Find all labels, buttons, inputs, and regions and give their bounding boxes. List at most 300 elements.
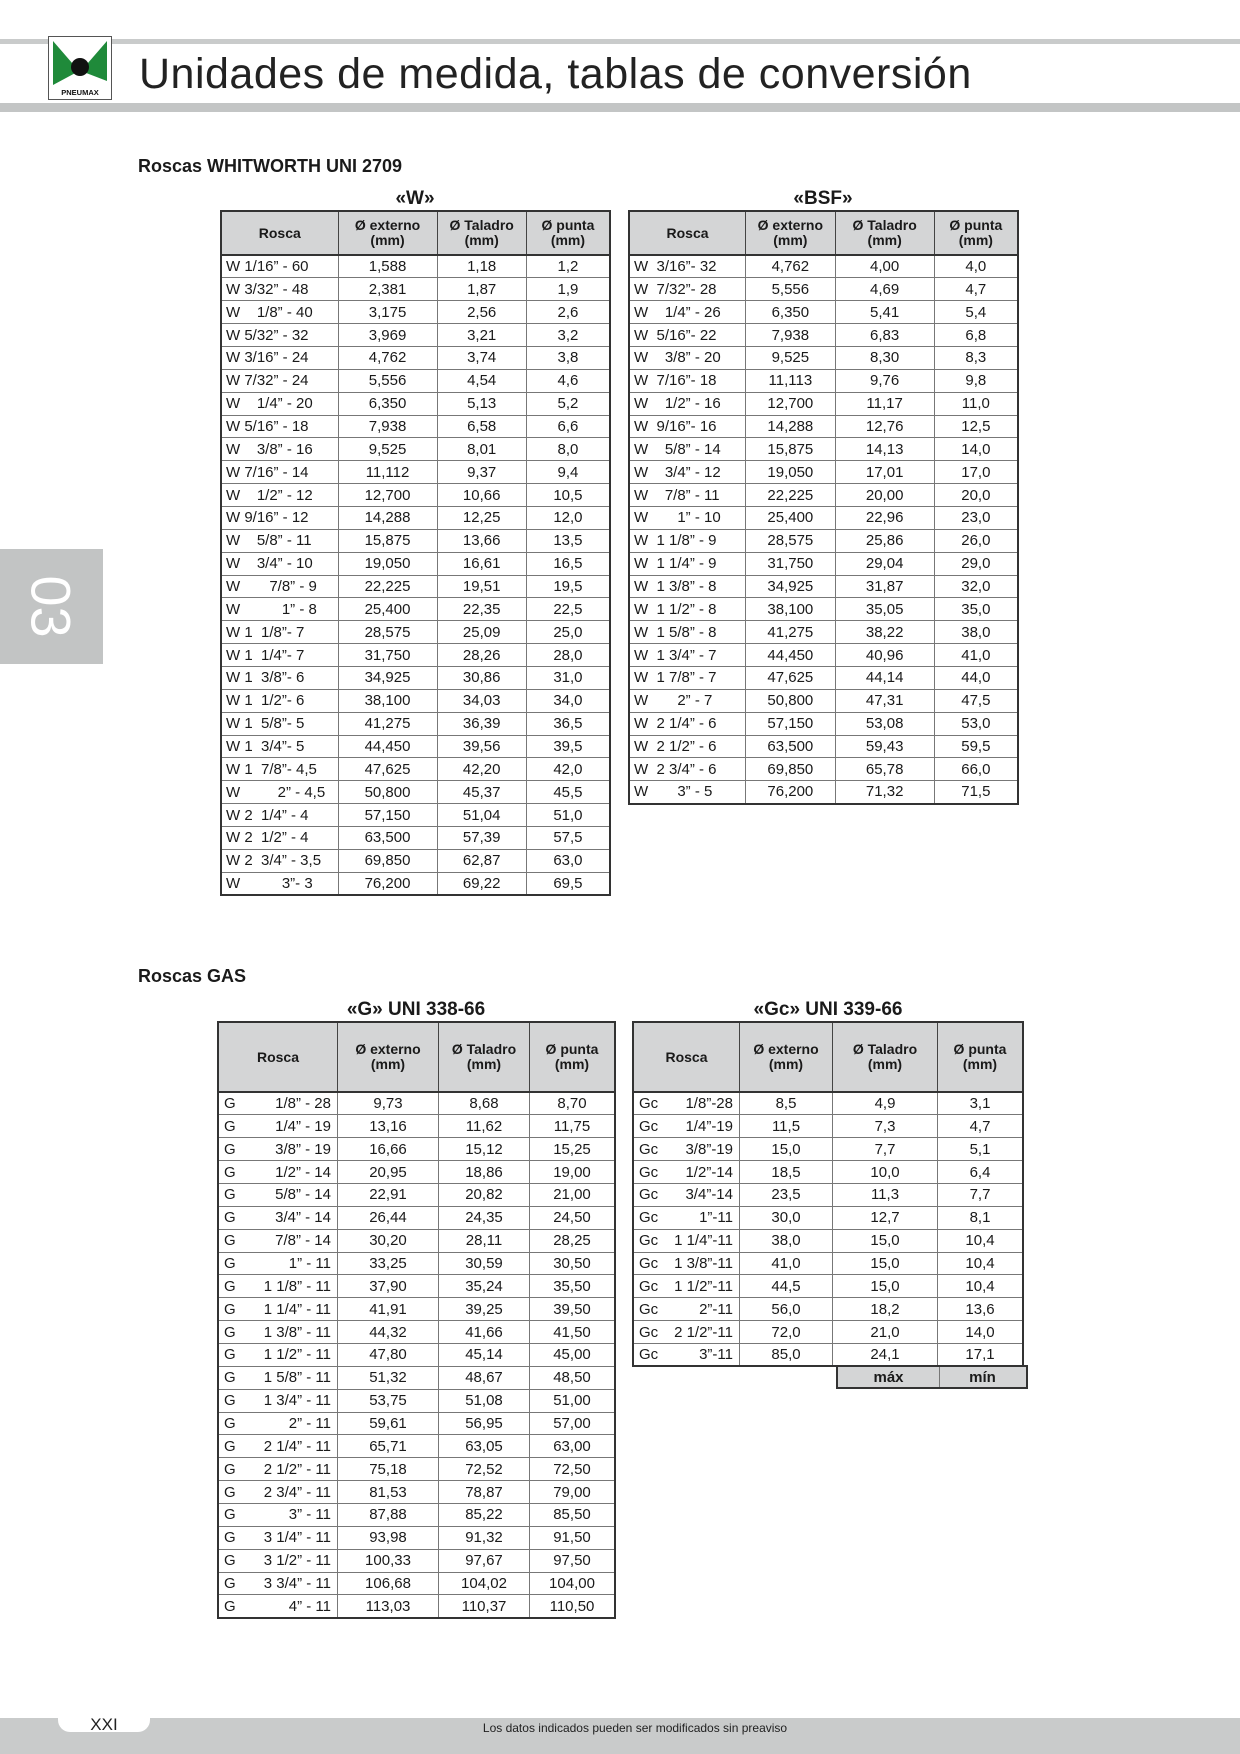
value-cell: 5,2 bbox=[526, 392, 610, 415]
rosca-size-cell: 1/2”-14 bbox=[670, 1161, 740, 1184]
table-row bbox=[633, 1229, 1023, 1252]
value-cell: 35,24 bbox=[439, 1275, 530, 1298]
value-cell: 3,21 bbox=[437, 324, 526, 347]
col-header: Rosca bbox=[218, 1022, 338, 1092]
value-cell: 19,51 bbox=[437, 575, 526, 598]
rosca-cell: W 3” - 5 bbox=[629, 781, 746, 804]
rosca-prefix-cell: Gc bbox=[633, 1252, 670, 1275]
rosca-cell: W 1 3/8”- 6 bbox=[221, 666, 338, 689]
value-cell: 3,2 bbox=[526, 324, 610, 347]
table-row bbox=[629, 324, 1018, 347]
rosca-size-cell: 3/8” - 19 bbox=[251, 1138, 338, 1161]
rosca-prefix-cell: G bbox=[218, 1252, 251, 1275]
col-header: Ø Taladro (mm) bbox=[833, 1022, 938, 1092]
table-row bbox=[218, 1252, 615, 1275]
value-cell: 26,0 bbox=[934, 529, 1018, 552]
rosca-prefix-cell: G bbox=[218, 1092, 251, 1115]
rosca-prefix-cell: G bbox=[218, 1321, 251, 1344]
footer-note: Los datos indicados pueden ser modificados sin preaviso bbox=[482, 1721, 788, 1735]
table-row bbox=[633, 1298, 1023, 1321]
value-cell: 41,66 bbox=[439, 1321, 530, 1344]
value-cell: 56,95 bbox=[439, 1412, 530, 1435]
value-cell: 34,925 bbox=[338, 666, 437, 689]
table-row bbox=[218, 1161, 615, 1184]
rosca-size-cell: 1/2” - 14 bbox=[251, 1161, 338, 1184]
col-header: Ø punta (mm) bbox=[530, 1022, 616, 1092]
value-cell: 71,5 bbox=[934, 781, 1018, 804]
value-cell: 22,225 bbox=[746, 484, 836, 507]
value-cell: 10,66 bbox=[437, 484, 526, 507]
value-cell: 1,18 bbox=[437, 255, 526, 278]
table-header-row bbox=[629, 211, 1018, 255]
rosca-cell: W 3/8” - 20 bbox=[629, 346, 746, 369]
value-cell: 44,32 bbox=[338, 1321, 439, 1344]
value-cell: 45,14 bbox=[439, 1343, 530, 1366]
rosca-size-cell: 2 3/4” - 11 bbox=[251, 1481, 338, 1504]
rosca-cell: W 1” - 8 bbox=[221, 598, 338, 621]
value-cell: 110,50 bbox=[530, 1595, 616, 1618]
table-row bbox=[629, 506, 1018, 529]
chapter-tab bbox=[0, 549, 103, 664]
rosca-size-cell: 2 1/2” - 11 bbox=[251, 1458, 338, 1481]
value-cell: 51,08 bbox=[439, 1389, 530, 1412]
table-gc-body bbox=[633, 1092, 1023, 1366]
rosca-size-cell: 2”-11 bbox=[670, 1298, 740, 1321]
table-row bbox=[218, 1206, 615, 1229]
value-cell: 10,0 bbox=[833, 1161, 938, 1184]
value-cell: 9,37 bbox=[437, 461, 526, 484]
value-cell: 18,86 bbox=[439, 1161, 530, 1184]
value-cell: 22,225 bbox=[338, 575, 437, 598]
rosca-cell: W 5/32” - 32 bbox=[221, 324, 338, 347]
table-row bbox=[221, 735, 610, 758]
value-cell: 30,20 bbox=[338, 1229, 439, 1252]
value-cell: 66,0 bbox=[934, 758, 1018, 781]
rosca-cell: W 1 1/8”- 7 bbox=[221, 621, 338, 644]
table-row bbox=[629, 255, 1018, 278]
rosca-cell: W 1” - 10 bbox=[629, 506, 746, 529]
rosca-size-cell: 3”-11 bbox=[670, 1343, 740, 1366]
value-cell: 8,68 bbox=[439, 1092, 530, 1115]
table-g-body bbox=[218, 1092, 615, 1618]
value-cell: 5,1 bbox=[938, 1138, 1024, 1161]
rosca-cell: W 1 5/8” - 8 bbox=[629, 621, 746, 644]
rosca-cell: W 5/16”- 22 bbox=[629, 324, 746, 347]
value-cell: 17,1 bbox=[938, 1343, 1024, 1366]
value-cell: 12,0 bbox=[526, 506, 610, 529]
rosca-cell: W 3”- 3 bbox=[221, 872, 338, 895]
rosca-prefix-cell: G bbox=[218, 1526, 251, 1549]
value-cell: 24,35 bbox=[439, 1206, 530, 1229]
table-row bbox=[221, 598, 610, 621]
value-cell: 9,73 bbox=[338, 1092, 439, 1115]
rosca-prefix-cell: Gc bbox=[633, 1298, 670, 1321]
rosca-prefix-cell: G bbox=[218, 1572, 251, 1595]
table-row bbox=[221, 621, 610, 644]
rosca-cell: W 1/4” - 26 bbox=[629, 301, 746, 324]
value-cell: 8,01 bbox=[437, 438, 526, 461]
value-cell: 41,275 bbox=[338, 712, 437, 735]
value-cell: 22,5 bbox=[526, 598, 610, 621]
rosca-cell: W 2 3/4” - 6 bbox=[629, 758, 746, 781]
col-header: Rosca bbox=[221, 211, 338, 255]
value-cell: 31,87 bbox=[835, 575, 934, 598]
value-cell: 63,0 bbox=[526, 849, 610, 872]
value-cell: 12,76 bbox=[835, 415, 934, 438]
table-row bbox=[221, 301, 610, 324]
rosca-prefix-cell: G bbox=[218, 1481, 251, 1504]
value-cell: 4,0 bbox=[934, 255, 1018, 278]
value-cell: 51,32 bbox=[338, 1366, 439, 1389]
table-gc-footer bbox=[836, 1365, 1028, 1389]
value-cell: 7,3 bbox=[833, 1115, 938, 1138]
value-cell: 34,03 bbox=[437, 689, 526, 712]
rosca-prefix-cell: G bbox=[218, 1595, 251, 1618]
table-row bbox=[218, 1298, 615, 1321]
value-cell: 69,5 bbox=[526, 872, 610, 895]
table-row bbox=[629, 552, 1018, 575]
value-cell: 87,88 bbox=[338, 1503, 439, 1526]
table-row bbox=[221, 461, 610, 484]
rosca-size-cell: 1 1/2”-11 bbox=[670, 1275, 740, 1298]
rosca-cell: W 1 1/4”- 7 bbox=[221, 644, 338, 667]
value-cell: 38,100 bbox=[746, 598, 836, 621]
rosca-cell: W 7/8” - 11 bbox=[629, 484, 746, 507]
value-cell: 29,04 bbox=[835, 552, 934, 575]
table-row bbox=[629, 438, 1018, 461]
table-row bbox=[218, 1503, 615, 1526]
table-header-row bbox=[221, 211, 610, 255]
value-cell: 91,32 bbox=[439, 1526, 530, 1549]
rosca-size-cell: 3/4” - 14 bbox=[251, 1206, 338, 1229]
value-cell: 57,150 bbox=[746, 712, 836, 735]
table-row bbox=[629, 689, 1018, 712]
value-cell: 100,33 bbox=[338, 1549, 439, 1572]
table-row bbox=[629, 461, 1018, 484]
value-cell: 42,0 bbox=[526, 758, 610, 781]
value-cell: 19,050 bbox=[338, 552, 437, 575]
rosca-size-cell: 3 1/2” - 11 bbox=[251, 1549, 338, 1572]
table-row bbox=[221, 872, 610, 895]
value-cell: 1,2 bbox=[526, 255, 610, 278]
rosca-size-cell: 1/4” - 19 bbox=[251, 1115, 338, 1138]
col-header: Ø Taladro (mm) bbox=[437, 211, 526, 255]
rosca-size-cell: 3/8”-19 bbox=[670, 1138, 740, 1161]
value-cell: 39,56 bbox=[437, 735, 526, 758]
value-cell: 9,76 bbox=[835, 369, 934, 392]
value-cell: 104,02 bbox=[439, 1572, 530, 1595]
value-cell: 45,5 bbox=[526, 781, 610, 804]
value-cell: 41,0 bbox=[740, 1252, 833, 1275]
table-bsf bbox=[628, 210, 1019, 805]
value-cell: 4,762 bbox=[746, 255, 836, 278]
value-cell: 11,3 bbox=[833, 1183, 938, 1206]
value-cell: 1,87 bbox=[437, 278, 526, 301]
value-cell: 11,62 bbox=[439, 1115, 530, 1138]
value-cell: 7,938 bbox=[746, 324, 836, 347]
value-cell: 72,52 bbox=[439, 1458, 530, 1481]
value-cell: 8,5 bbox=[740, 1092, 833, 1115]
table-row bbox=[629, 575, 1018, 598]
value-cell: 22,35 bbox=[437, 598, 526, 621]
col-header: Ø externo (mm) bbox=[746, 211, 836, 255]
value-cell: 57,150 bbox=[338, 804, 437, 827]
table-row bbox=[633, 1275, 1023, 1298]
rosca-cell: W 2 1/4” - 6 bbox=[629, 712, 746, 735]
value-cell: 15,0 bbox=[833, 1252, 938, 1275]
value-cell: 63,00 bbox=[530, 1435, 616, 1458]
value-cell: 14,0 bbox=[934, 438, 1018, 461]
value-cell: 44,450 bbox=[338, 735, 437, 758]
value-cell: 19,5 bbox=[526, 575, 610, 598]
value-cell: 9,4 bbox=[526, 461, 610, 484]
value-cell: 26,44 bbox=[338, 1206, 439, 1229]
rosca-prefix-cell: Gc bbox=[633, 1206, 670, 1229]
value-cell: 6,350 bbox=[338, 392, 437, 415]
value-cell: 15,12 bbox=[439, 1138, 530, 1161]
value-cell: 10,4 bbox=[938, 1229, 1024, 1252]
rosca-prefix-cell: G bbox=[218, 1435, 251, 1458]
table-row bbox=[221, 324, 610, 347]
rosca-cell: W 1 7/8” - 7 bbox=[629, 666, 746, 689]
value-cell: 50,800 bbox=[746, 689, 836, 712]
value-cell: 4,762 bbox=[338, 346, 437, 369]
value-cell: 42,20 bbox=[437, 758, 526, 781]
rosca-cell: W 1 3/4”- 5 bbox=[221, 735, 338, 758]
value-cell: 57,39 bbox=[437, 826, 526, 849]
table-row bbox=[629, 621, 1018, 644]
rosca-cell: W 3/4” - 12 bbox=[629, 461, 746, 484]
value-cell: 75,18 bbox=[338, 1458, 439, 1481]
table-row bbox=[221, 369, 610, 392]
rosca-prefix-cell: Gc bbox=[633, 1115, 670, 1138]
rosca-cell: W 5/16” - 18 bbox=[221, 415, 338, 438]
value-cell: 6,8 bbox=[934, 324, 1018, 347]
table-row bbox=[218, 1389, 615, 1412]
table-row bbox=[221, 644, 610, 667]
table-row bbox=[633, 1115, 1023, 1138]
value-cell: 15,875 bbox=[338, 529, 437, 552]
table-row bbox=[629, 644, 1018, 667]
value-cell: 72,0 bbox=[740, 1321, 833, 1344]
table-row bbox=[221, 392, 610, 415]
value-cell: 48,50 bbox=[530, 1366, 616, 1389]
rosca-prefix-cell: G bbox=[218, 1389, 251, 1412]
value-cell: 53,75 bbox=[338, 1389, 439, 1412]
value-cell: 25,400 bbox=[338, 598, 437, 621]
table-row bbox=[218, 1183, 615, 1206]
table-row bbox=[218, 1435, 615, 1458]
value-cell: 16,66 bbox=[338, 1138, 439, 1161]
value-cell: 113,03 bbox=[338, 1595, 439, 1618]
table-row bbox=[633, 1092, 1023, 1115]
value-cell: 8,3 bbox=[934, 346, 1018, 369]
value-cell: 7,938 bbox=[338, 415, 437, 438]
value-cell: 13,16 bbox=[338, 1115, 439, 1138]
value-cell: 4,69 bbox=[835, 278, 934, 301]
value-cell: 41,275 bbox=[746, 621, 836, 644]
value-cell: 13,5 bbox=[526, 529, 610, 552]
value-cell: 9,525 bbox=[746, 346, 836, 369]
rosca-cell: W 2” - 4,5 bbox=[221, 781, 338, 804]
value-cell: 12,25 bbox=[437, 506, 526, 529]
value-cell: 6,6 bbox=[526, 415, 610, 438]
rosca-cell: W 9/16”- 16 bbox=[629, 415, 746, 438]
value-cell: 20,00 bbox=[835, 484, 934, 507]
rosca-cell: W 9/16” - 12 bbox=[221, 506, 338, 529]
rosca-size-cell: 1/8”-28 bbox=[670, 1092, 740, 1115]
table-row bbox=[629, 415, 1018, 438]
table-bsf-body bbox=[629, 255, 1018, 804]
rosca-size-cell: 2” - 11 bbox=[251, 1412, 338, 1435]
value-cell: 12,5 bbox=[934, 415, 1018, 438]
col-header: Rosca bbox=[633, 1022, 740, 1092]
value-cell: 10,4 bbox=[938, 1275, 1024, 1298]
value-cell: 35,50 bbox=[530, 1275, 616, 1298]
value-cell: 45,37 bbox=[437, 781, 526, 804]
col-header: Ø punta (mm) bbox=[938, 1022, 1024, 1092]
table-row bbox=[221, 712, 610, 735]
value-cell: 30,86 bbox=[437, 666, 526, 689]
rosca-cell: W 1 3/4” - 7 bbox=[629, 644, 746, 667]
rosca-cell: W 1/16” - 60 bbox=[221, 255, 338, 278]
rosca-size-cell: 3” - 11 bbox=[251, 1503, 338, 1526]
rosca-cell: W 1 5/8”- 5 bbox=[221, 712, 338, 735]
value-cell: 5,41 bbox=[835, 301, 934, 324]
table-w-caption: «W» bbox=[395, 188, 435, 209]
rosca-cell: W 1/2” - 12 bbox=[221, 484, 338, 507]
value-cell: 11,113 bbox=[746, 369, 836, 392]
table-gc-caption: «Gc» UNI 339-66 bbox=[753, 999, 903, 1020]
value-cell: 69,850 bbox=[746, 758, 836, 781]
value-cell: 3,175 bbox=[338, 301, 437, 324]
rosca-prefix-cell: G bbox=[218, 1275, 251, 1298]
value-cell: 12,700 bbox=[746, 392, 836, 415]
rosca-prefix-cell: G bbox=[218, 1183, 251, 1206]
value-cell: 47,625 bbox=[338, 758, 437, 781]
table-row bbox=[221, 346, 610, 369]
value-cell: 4,7 bbox=[934, 278, 1018, 301]
value-cell: 78,87 bbox=[439, 1481, 530, 1504]
value-cell: 28,575 bbox=[338, 621, 437, 644]
value-cell: 6,350 bbox=[746, 301, 836, 324]
value-cell: 17,0 bbox=[934, 461, 1018, 484]
table-row bbox=[218, 1458, 615, 1481]
rosca-size-cell: 1” - 11 bbox=[251, 1252, 338, 1275]
header-top-rule bbox=[0, 39, 1240, 44]
value-cell: 11,17 bbox=[835, 392, 934, 415]
table-row bbox=[629, 529, 1018, 552]
value-cell: 38,100 bbox=[338, 689, 437, 712]
value-cell: 5,556 bbox=[746, 278, 836, 301]
col-header: Ø externo (mm) bbox=[338, 1022, 439, 1092]
rosca-cell: W 3/32” - 48 bbox=[221, 278, 338, 301]
table-row bbox=[629, 735, 1018, 758]
value-cell: 5,4 bbox=[934, 301, 1018, 324]
table-header-row bbox=[633, 1022, 1023, 1092]
value-cell: 51,00 bbox=[530, 1389, 616, 1412]
value-cell: 2,381 bbox=[338, 278, 437, 301]
value-cell: 2,56 bbox=[437, 301, 526, 324]
table-row bbox=[221, 781, 610, 804]
value-cell: 30,59 bbox=[439, 1252, 530, 1275]
table-header-row bbox=[218, 1022, 615, 1092]
rosca-cell: W 7/8” - 9 bbox=[221, 575, 338, 598]
value-cell: 28,0 bbox=[526, 644, 610, 667]
rosca-size-cell: 1 5/8” - 11 bbox=[251, 1366, 338, 1389]
logo-text: PNEUMAX bbox=[61, 88, 99, 97]
value-cell: 81,53 bbox=[338, 1481, 439, 1504]
table-row bbox=[218, 1412, 615, 1435]
value-cell: 30,50 bbox=[530, 1252, 616, 1275]
table-row bbox=[221, 758, 610, 781]
rosca-prefix-cell: G bbox=[218, 1206, 251, 1229]
value-cell: 13,66 bbox=[437, 529, 526, 552]
value-cell: 53,08 bbox=[835, 712, 934, 735]
rosca-prefix-cell: Gc bbox=[633, 1183, 670, 1206]
rosca-size-cell: 1/8” - 28 bbox=[251, 1092, 338, 1115]
value-cell: 34,0 bbox=[526, 689, 610, 712]
rosca-prefix-cell: Gc bbox=[633, 1343, 670, 1366]
rosca-size-cell: 1 1/4”-11 bbox=[670, 1229, 740, 1252]
table-row bbox=[633, 1321, 1023, 1344]
value-cell: 62,87 bbox=[437, 849, 526, 872]
value-cell: 36,39 bbox=[437, 712, 526, 735]
col-header: Ø externo (mm) bbox=[338, 211, 437, 255]
value-cell: 13,6 bbox=[938, 1298, 1024, 1321]
value-cell: 69,850 bbox=[338, 849, 437, 872]
value-cell: 91,50 bbox=[530, 1526, 616, 1549]
value-cell: 38,22 bbox=[835, 621, 934, 644]
rosca-cell: W 2” - 7 bbox=[629, 689, 746, 712]
value-cell: 14,13 bbox=[835, 438, 934, 461]
rosca-cell: W 1 1/2”- 6 bbox=[221, 689, 338, 712]
value-cell: 28,25 bbox=[530, 1229, 616, 1252]
table-row bbox=[221, 438, 610, 461]
value-cell: 15,0 bbox=[833, 1275, 938, 1298]
table-row bbox=[221, 826, 610, 849]
table-row bbox=[221, 575, 610, 598]
rosca-prefix-cell: Gc bbox=[633, 1092, 670, 1115]
table-row bbox=[629, 758, 1018, 781]
value-cell: 28,26 bbox=[437, 644, 526, 667]
rosca-cell: W 1/8” - 40 bbox=[221, 301, 338, 324]
value-cell: 53,0 bbox=[934, 712, 1018, 735]
value-cell: 30,0 bbox=[740, 1206, 833, 1229]
table-row bbox=[629, 781, 1018, 804]
value-cell: 23,0 bbox=[934, 506, 1018, 529]
value-cell: 11,112 bbox=[338, 461, 437, 484]
value-cell: 47,80 bbox=[338, 1343, 439, 1366]
value-cell: 15,0 bbox=[833, 1229, 938, 1252]
rosca-size-cell: 1 1/4” - 11 bbox=[251, 1298, 338, 1321]
value-cell: 6,58 bbox=[437, 415, 526, 438]
col-header: Ø Taladro (mm) bbox=[439, 1022, 530, 1092]
rosca-size-cell: 1”-11 bbox=[670, 1206, 740, 1229]
value-cell: 28,11 bbox=[439, 1229, 530, 1252]
value-cell: 6,83 bbox=[835, 324, 934, 347]
section-title-whitworth: Roscas WHITWORTH UNI 2709 bbox=[138, 156, 403, 176]
value-cell: 63,500 bbox=[338, 826, 437, 849]
rosca-size-cell: 1/4”-19 bbox=[670, 1115, 740, 1138]
rosca-cell: W 7/16” - 14 bbox=[221, 461, 338, 484]
value-cell: 15,875 bbox=[746, 438, 836, 461]
value-cell: 2,6 bbox=[526, 301, 610, 324]
value-cell: 14,0 bbox=[938, 1321, 1024, 1344]
table-row bbox=[629, 301, 1018, 324]
value-cell: 33,25 bbox=[338, 1252, 439, 1275]
value-cell: 14,288 bbox=[746, 415, 836, 438]
